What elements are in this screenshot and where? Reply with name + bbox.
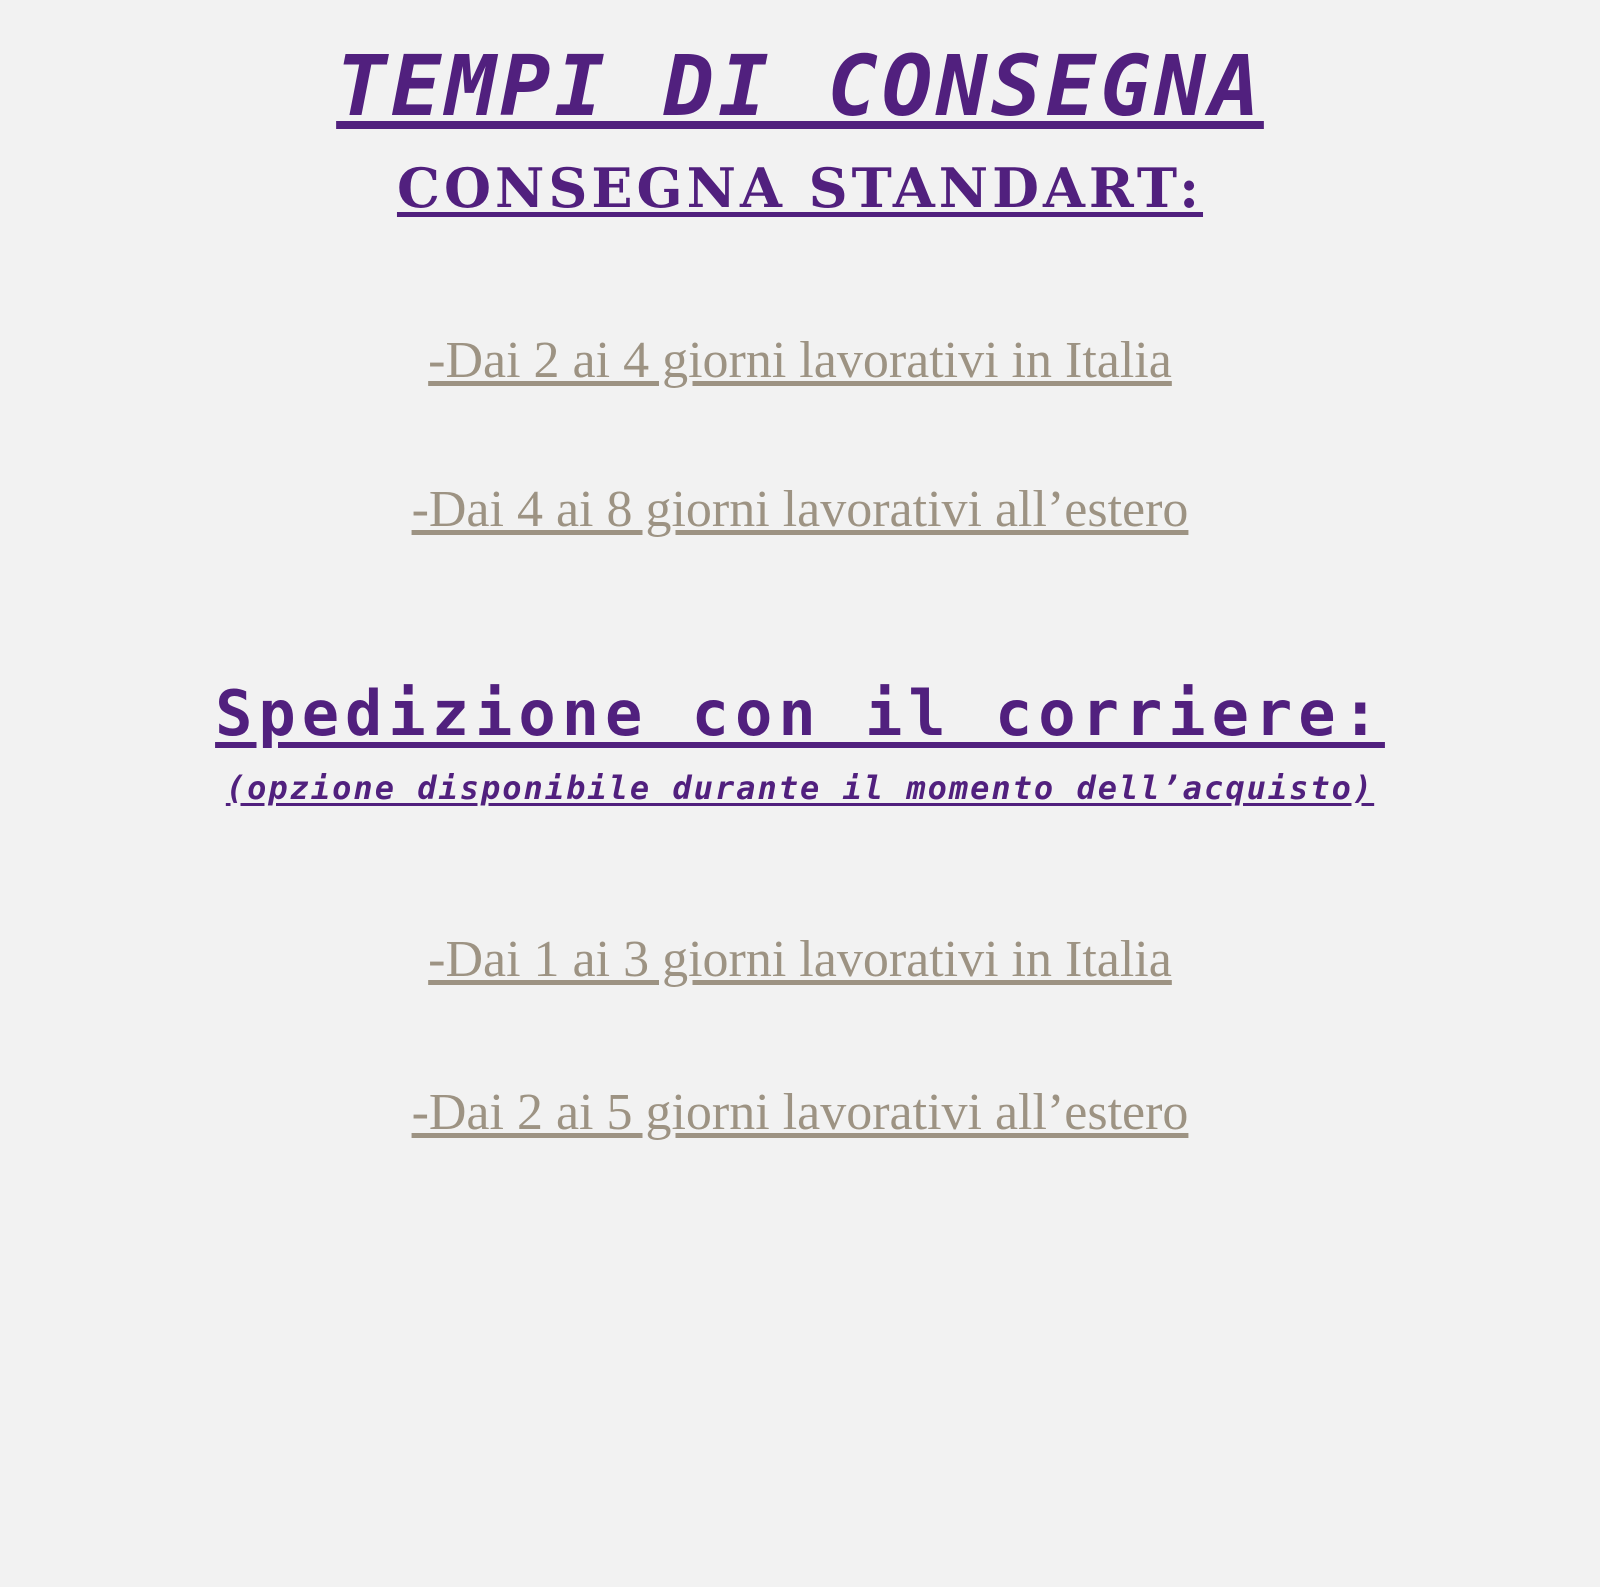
standard-delivery-line-abroad: -Dai 4 ai 8 giorni lavorativi all’estero <box>411 481 1189 539</box>
page-title: TEMPI DI CONSEGNA <box>336 37 1264 135</box>
document-body <box>75 37 1525 1142</box>
standard-delivery-line-italy: -Dai 2 ai 4 giorni lavorativi in Italia <box>428 332 1172 390</box>
courier-delivery-note: (opzione disponibile durante il momento dell’acquisto) <box>225 768 1375 807</box>
standard-delivery-heading: CONSEGNA STANDART: <box>396 156 1204 221</box>
courier-delivery-heading: Spedizione con il corriere: <box>215 676 1385 750</box>
delivery-times-page <box>0 37 1600 1587</box>
courier-delivery-line-italy: -Dai 1 ai 3 giorni lavorativi in Italia <box>428 931 1172 989</box>
courier-delivery-line-abroad: -Dai 2 ai 5 giorni lavorativi all’estero <box>411 1084 1189 1142</box>
